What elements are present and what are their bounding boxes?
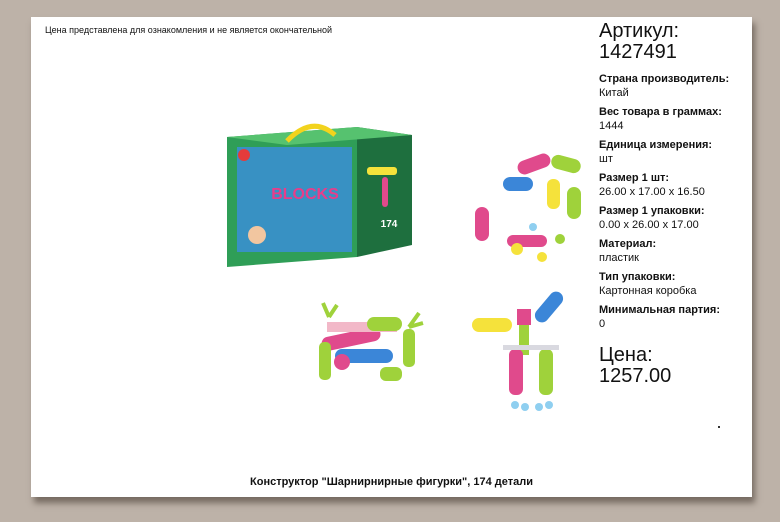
spec-label-material: Материал: [599,238,657,250]
figure-circle [475,152,582,262]
spec-value-unit: шт [599,153,613,165]
spec-value-item-size: 26.00 x 17.00 x 16.50 [599,186,705,198]
product-box [227,126,412,267]
product-caption: Конструктор "Шарнирнирные фигурки", 174 детали [250,476,533,488]
spec-label-country: Страна производитель: [599,73,730,85]
spec-label-min-batch: Минимальная партия: [599,304,720,316]
product-info-panel [599,21,749,387]
figure-vehicle [319,303,423,381]
article-number: 1427491 [599,41,677,63]
price-disclaimer: Цена представлена для ознакомления и не является окончательной [45,25,333,35]
box-badge-text: 174 [380,219,398,230]
spec-value-country: Китай [599,87,629,99]
article-label: Артикул: [599,20,680,42]
spec-label-weight: Вес товара в граммах: [599,106,722,118]
spec-label-unit: Единица измерения: [599,139,713,151]
spec-value-package-type: Картонная коробка [599,285,697,297]
catalog-sheet [31,17,752,497]
product-photo [217,117,597,417]
spec-label-package-type: Тип упаковки: [599,271,676,283]
price-value: 1257.00 [599,365,672,387]
spec-value-min-batch: 0 [599,318,606,330]
box-logo-text: BLOCKS [271,186,339,203]
stray-dot [718,426,720,428]
spec-label-package-size: Размер 1 упаковки: [599,205,705,217]
price-label: Цена: [599,344,653,366]
spec-label-item-size: Размер 1 шт: [599,172,670,184]
price-block [599,345,749,387]
spec-value-material: пластик [599,252,639,264]
spec-value-package-size: 0.00 x 26.00 x 17.00 [599,219,699,231]
article-block [599,21,749,63]
figure-robot [472,289,566,411]
spec-value-weight: 1444 [599,120,624,132]
